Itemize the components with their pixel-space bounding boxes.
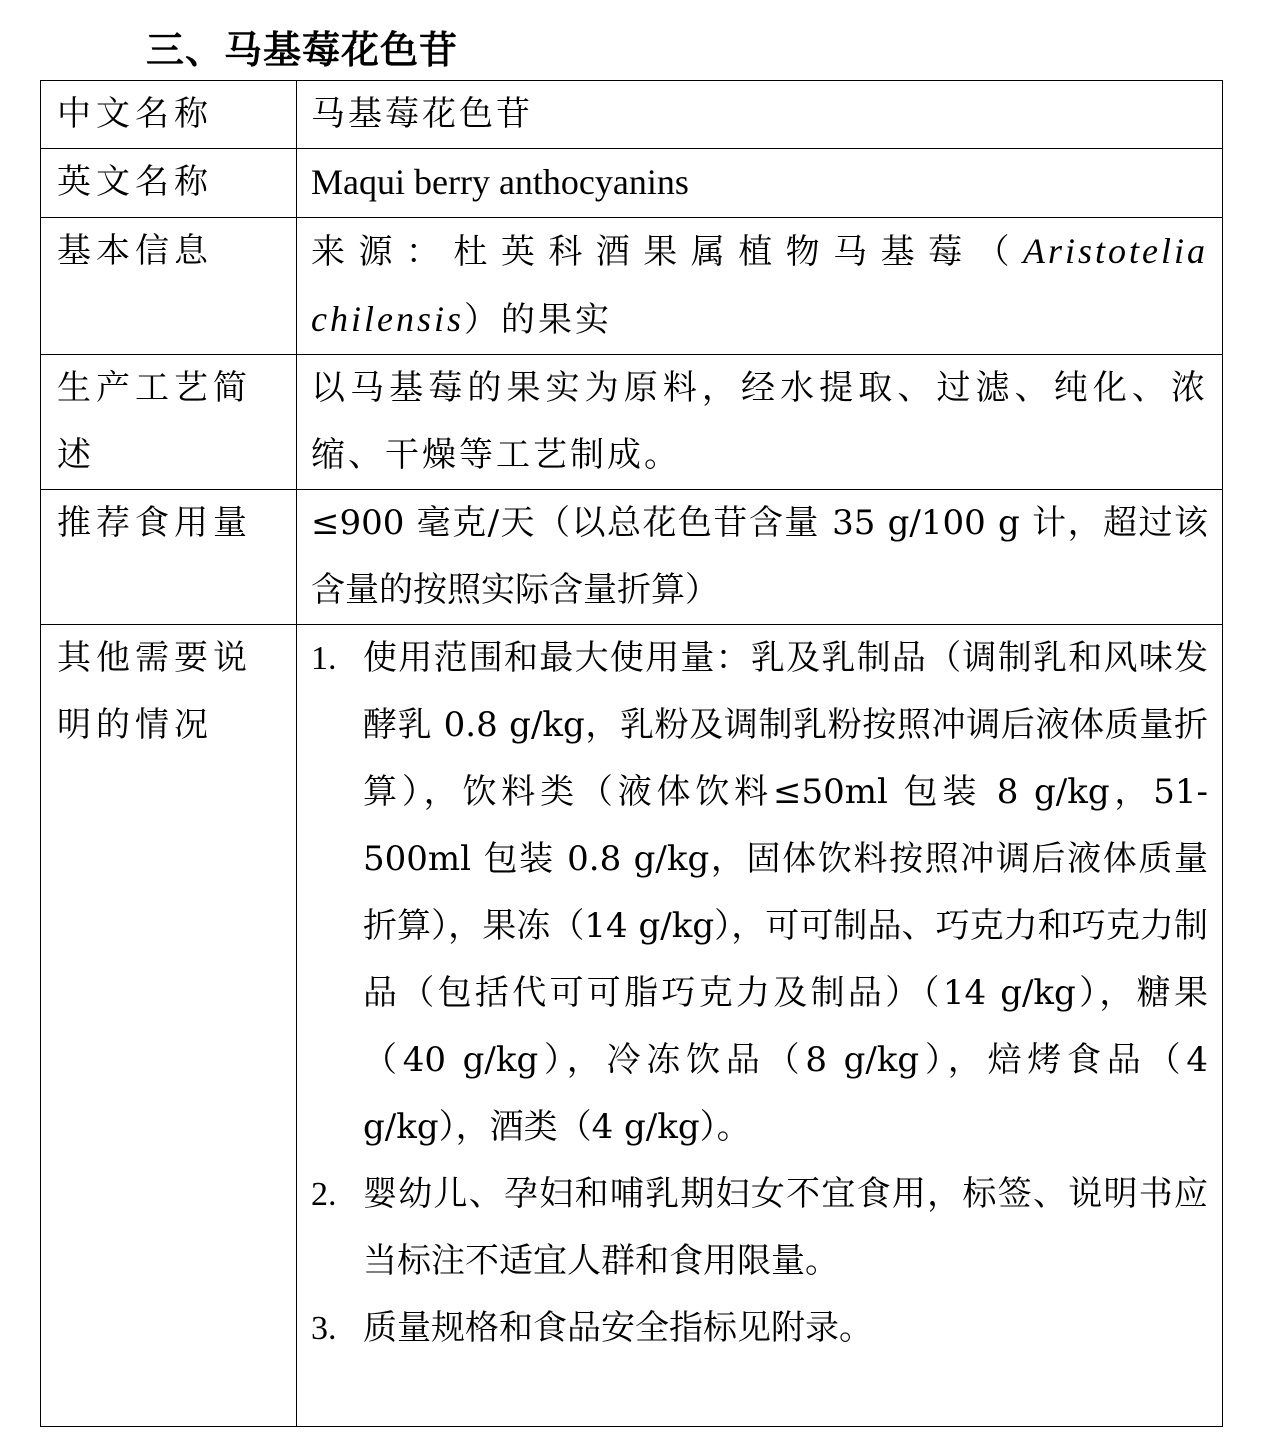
- other-notes: [297, 625, 1223, 1427]
- row-label: 生产工艺简述: [41, 355, 297, 490]
- row-label: 英文名称: [41, 149, 297, 218]
- table-row-english-name: [41, 149, 1223, 218]
- note-number: 2.: [311, 1176, 337, 1213]
- section-heading: 三、马基莓花色苷: [146, 28, 459, 72]
- ingredient-info-table: [40, 80, 1223, 1427]
- english-name-text: Maqui berry anthocyanins: [311, 162, 689, 202]
- note-number: 3.: [311, 1310, 337, 1347]
- notes-list: [311, 625, 1208, 1362]
- list-item: [311, 625, 1208, 1161]
- basic-info-value: [297, 218, 1223, 355]
- note-text: 使用范围和最大使用量：乳及乳制品（调制乳和风味发酵乳 0.8 g/kg，乳粉及调制乳粉按照冲调后液体质量折算），饮料类（液体饮料≤50ml 包装 8 g/kg，51-500ml 包装 0.8 g/kg，固体饮料按照冲调后液体质量折算），果冻（14 g/kg），可可制品、巧克力和巧克力制品（包括代可可脂巧克力及制品）（14 g/kg），糖果（40 g/kg），冷冻饮品（8 g/kg），焙烤食品（4 g/kg），酒类（4 g/kg）。: [363, 638, 1208, 1147]
- table-row-other: [41, 625, 1223, 1427]
- process-value: 以马基莓的果实为原料，经水提取、过滤、纯化、浓缩、干燥等工艺制成。: [297, 355, 1223, 490]
- note-text: 婴幼儿、孕妇和哺乳期妇女不宜食用，标签、说明书应当标注不适宜人群和食用限量。: [363, 1174, 1208, 1281]
- chinese-name-value: 马基莓花色苷: [297, 81, 1223, 149]
- note-text: 质量规格和食品安全指标见附录。: [363, 1308, 873, 1348]
- english-name-value: [297, 149, 1223, 218]
- table-row-process: [41, 355, 1223, 490]
- latin-name: Aristotelia chilensis: [311, 231, 1208, 339]
- row-label: 中文名称: [41, 81, 297, 149]
- list-item: [311, 1161, 1208, 1295]
- row-label: 其他需要说明的情况: [41, 625, 297, 1427]
- source-suffix: ）的果实: [463, 300, 612, 340]
- table-row-chinese-name: [41, 81, 1223, 149]
- table-row-basic-info: [41, 218, 1223, 355]
- source-prefix: 来源：杜英科酒果属植物马基莓（: [311, 232, 1023, 272]
- note-number: 1.: [311, 640, 337, 677]
- list-item: [311, 1295, 1208, 1362]
- row-label: 基本信息: [41, 218, 297, 355]
- intake-value: ≤900 毫克/天（以总花色苷含量 35 g/100 g 计，超过该含量的按照实际含量折算）: [297, 490, 1223, 625]
- table-row-intake: [41, 490, 1223, 625]
- row-label: 推荐食用量: [41, 490, 297, 625]
